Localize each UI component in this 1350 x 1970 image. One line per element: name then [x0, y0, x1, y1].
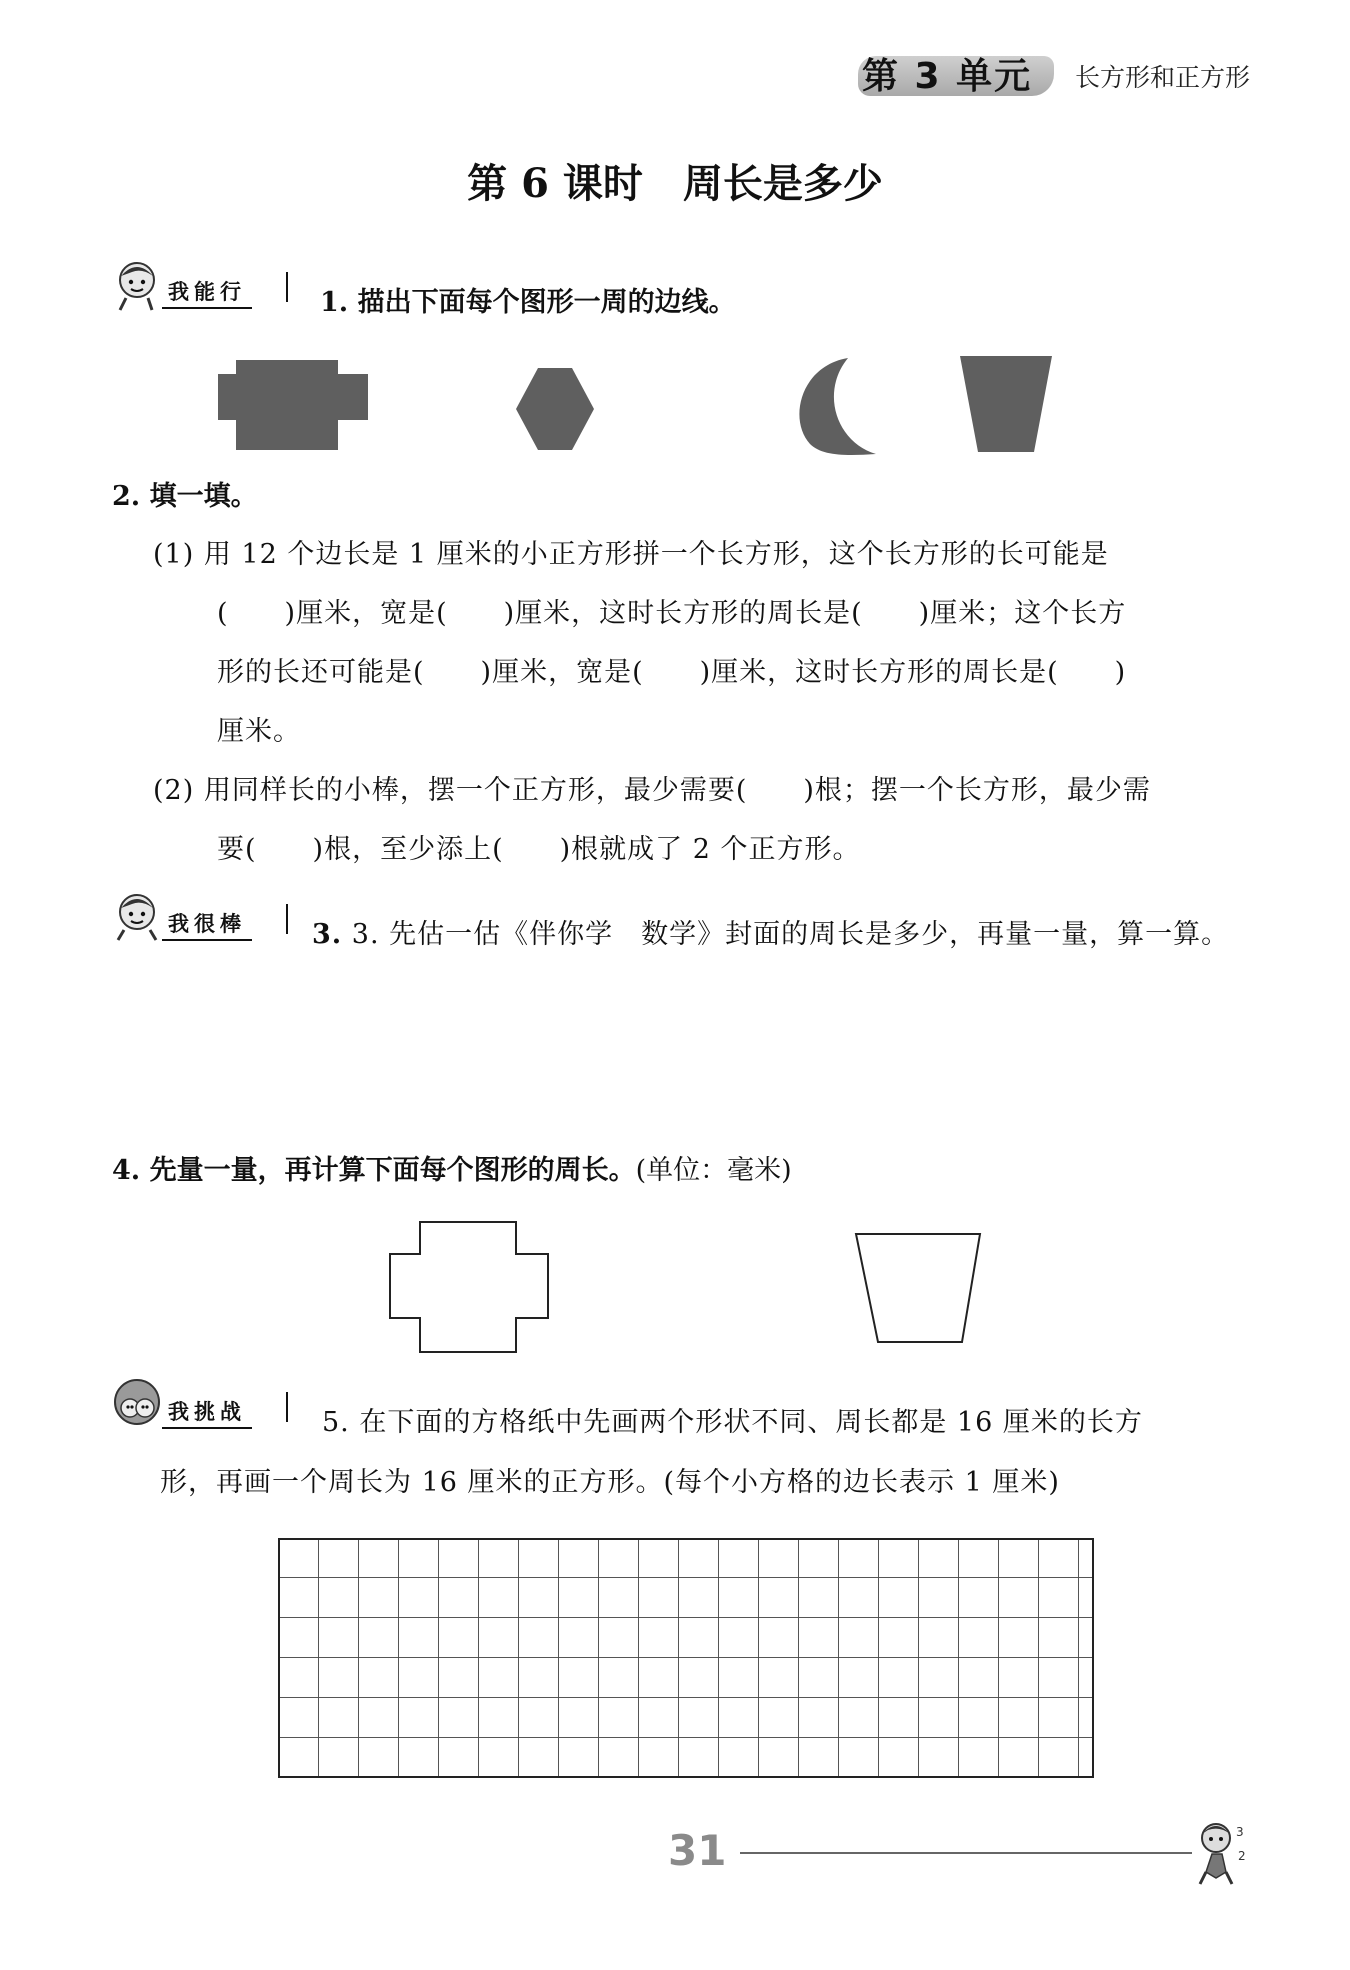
question-3-body: 3. 先估一估《伴你学 数学》封面的周长是多少，再量一量，算一算。 — [351, 919, 1230, 950]
question-4-text: 4. 先量一量，再计算下面每个图形的周长。 — [112, 1155, 636, 1186]
q2-part1-line1: (1) 用 12 个边长是 1 厘米的小正方形拼一个长方形，这个长方形的长可能是 — [153, 539, 1109, 570]
cartoon-girl-icon — [112, 258, 162, 312]
cartoon-girl-icon — [112, 890, 162, 944]
q2-part1-line2: ( )厘米，宽是( )厘米，这时长方形的周长是( )厘米；这个长方 — [217, 598, 1127, 629]
badge-label: 我很棒 — [162, 908, 252, 941]
trapezoid-outline-shape — [856, 1234, 980, 1342]
question-4 — [112, 1148, 792, 1187]
badge-divider — [286, 1392, 288, 1422]
svg-text:2: 2 — [1238, 1849, 1246, 1863]
q2-part2-line2: 要( )根，至少添上( )根就成了 2 个正方形。 — [217, 834, 861, 865]
badge-label: 我挑战 — [162, 1396, 252, 1429]
lesson-title: 第 6 课时 周长是多少 — [467, 160, 883, 207]
badge-divider — [286, 272, 288, 302]
hexagon-shape — [516, 368, 594, 450]
cartoon-mascot-icon — [1192, 1818, 1258, 1888]
badge-label: 我能行 — [162, 276, 252, 309]
trapezoid-shape — [960, 356, 1052, 452]
q2-part1-line4: 厘米。 — [217, 716, 301, 747]
page-number: 31 — [668, 1826, 727, 1875]
cross-outline-shape — [390, 1222, 548, 1352]
badge-wo-tiao-zhan — [112, 1378, 292, 1438]
unit-subtitle: 长方形和正方形 — [1075, 63, 1251, 92]
cross-rectangle-shape — [218, 360, 368, 450]
question-3-text: 3. 3. 先估一估《伴你学 数学》封面的周长是多少，再量一量，算一算。 — [312, 919, 1230, 950]
grid-paper[interactable] — [278, 1538, 1094, 1778]
badge-divider — [286, 904, 288, 934]
q2-part1-line3: 形的长还可能是( )厘米，宽是( )厘米，这时长方形的周长是( ) — [217, 657, 1127, 688]
question-5-line2: 形，再画一个周长为 16 厘米的正方形。(每个小方格的边长表示 1 厘米) — [160, 1467, 1060, 1498]
question-2-heading: 2. 填一填。 — [112, 481, 258, 512]
crescent-shape — [799, 358, 876, 455]
svg-text:3: 3 — [1236, 1825, 1244, 1839]
badge-wo-hen-bang — [112, 890, 292, 950]
unit-title: 第 3 单元 — [862, 56, 1033, 97]
q4-shapes — [380, 1210, 1000, 1360]
footer-rule — [740, 1852, 1192, 1854]
question-1-text: 1. 描出下面每个图形一周的边线。 — [320, 287, 736, 318]
q1-shapes — [210, 352, 1140, 462]
badge-wo-neng-xing — [112, 258, 292, 318]
cartoon-kids-icon — [112, 1378, 162, 1432]
q2-part2-line1: (2) 用同样长的小棒，摆一个正方形，最少需要( )根；摆一个长方形，最少需 — [153, 775, 1151, 806]
question-5-line1: 5. 在下面的方格纸中先画两个形状不同、周长都是 16 厘米的长方 — [322, 1407, 1143, 1438]
question-4-unit: (单位：毫米) — [635, 1155, 792, 1186]
